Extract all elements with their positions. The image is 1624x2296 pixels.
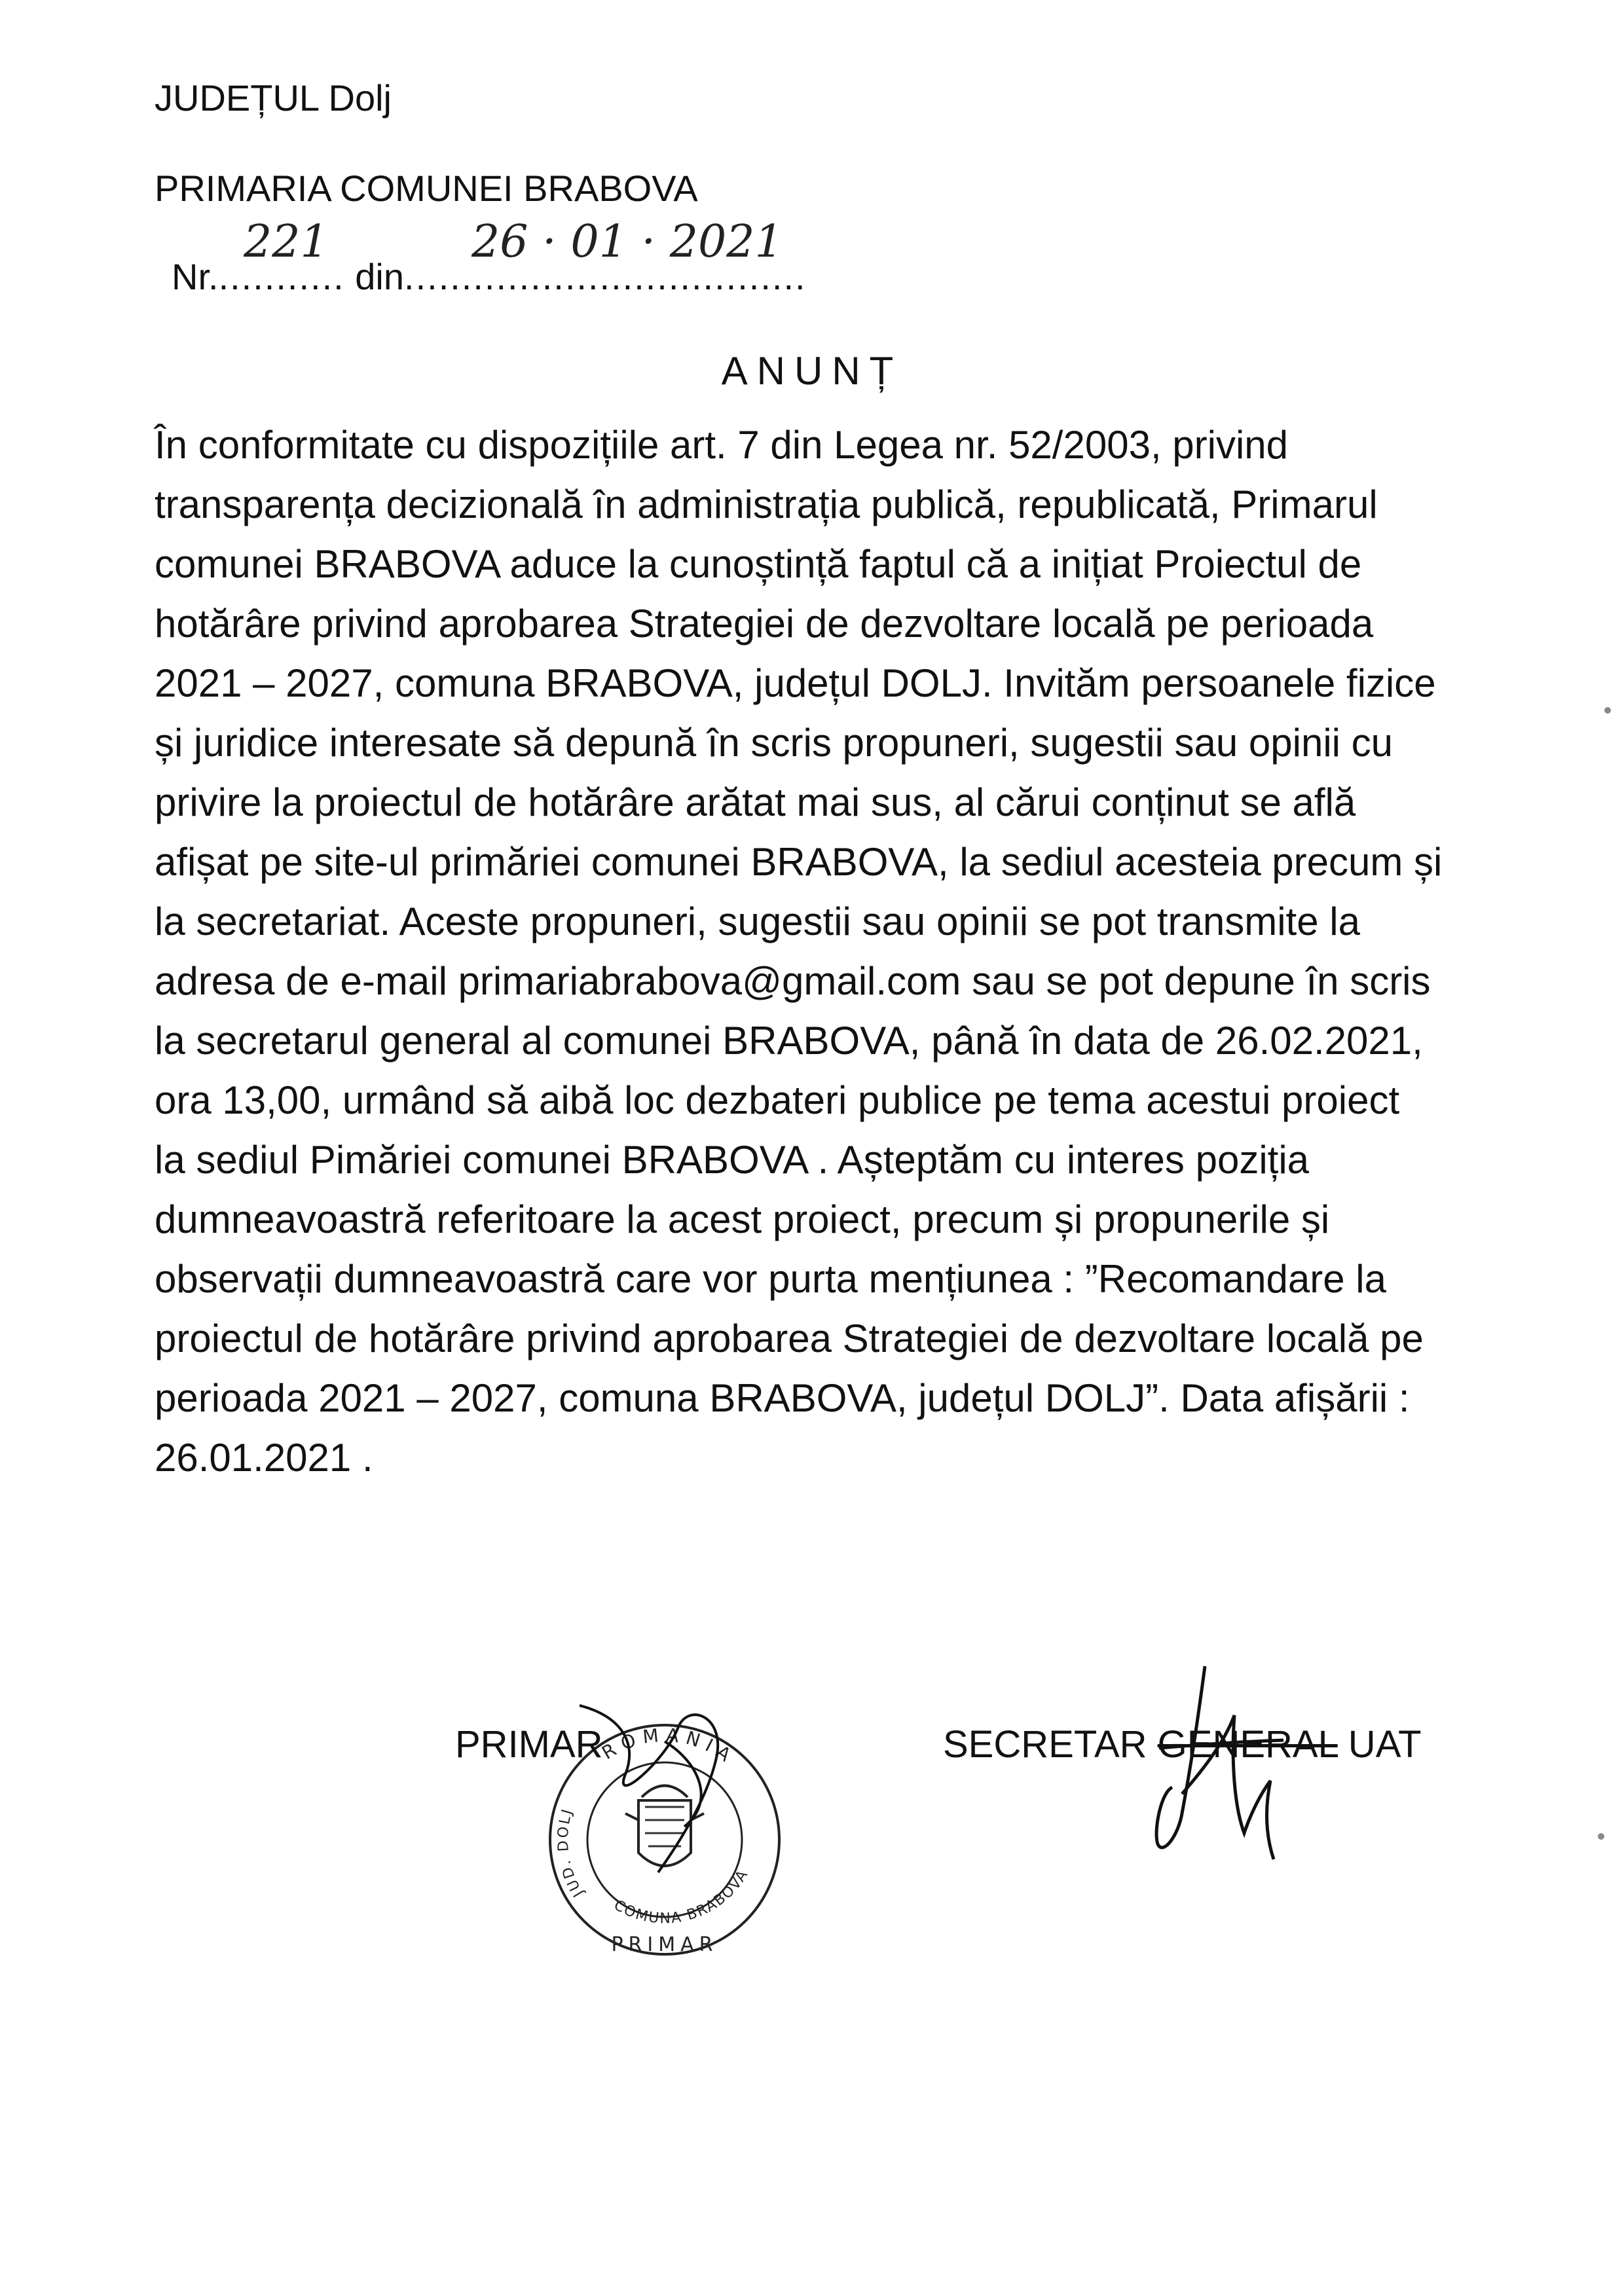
- body-line: și juridice interesate să depună în scris propuneri, sugestii sau opinii cu: [155, 721, 1393, 765]
- body-line: ora 13,00, urmând să aibă loc dezbateri publice pe tema acestui proiect: [155, 1078, 1400, 1122]
- stamp-left-text: JUD. DOLJ: [555, 1806, 587, 1900]
- body-line: observații dumneavoastră care vor purta mențiunea : ”Recomandare la: [155, 1257, 1386, 1301]
- body-line: comunei BRABOVA aduce la cunoștință faptul că a inițiat Proiectul de: [155, 542, 1362, 586]
- body-line: la secretariat. Aceste propuneri, sugestii sau opinii se pot transmite la: [155, 900, 1360, 943]
- body-line: la sediul Pimăriei comunei BRABOVA . Așteptăm cu interes poziția: [155, 1138, 1310, 1182]
- svg-text:COMUNA BRABOVA: [611, 1867, 752, 1927]
- coat-of-arms-icon: [625, 1786, 704, 1867]
- body-line: hotărâre privind aprobarea Strategiei de dezvoltare locală pe perioada: [155, 602, 1374, 646]
- secretary-signature: [1120, 1663, 1290, 1879]
- announcement-title: ANUNȚ: [721, 349, 903, 393]
- handwritten-registration-date: 26 · 01 · 2021: [471, 216, 783, 268]
- stamp-bottom-text: PRIMAR: [611, 1933, 718, 1956]
- institution-header: PRIMARIA COMUNEI BRABOVA: [155, 168, 698, 209]
- nr-label: Nr.: [172, 256, 219, 297]
- body-line: perioada 2021 – 2027, comuna BRABOVA, județul DOLJ”. Data afișării :: [155, 1376, 1410, 1420]
- stamp-outer-text: ROMÂNIA: [598, 1724, 741, 1770]
- stamp-inner-text: COMUNA BRABOVA: [611, 1867, 752, 1927]
- body-line: proiectul de hotărâre privind aprobarea Strategiei de dezvoltare locală pe: [155, 1317, 1424, 1360]
- din-dots: ...................................: [404, 256, 807, 297]
- body-line: În conformitate cu dispozițiile art. 7 din Legea nr. 52/2003, privind: [155, 423, 1289, 467]
- county-header: JUDEȚUL Dolj: [155, 77, 392, 118]
- body-line: la secretarul general al comunei BRABOVA, până în data de 26.02.2021,: [155, 1019, 1423, 1063]
- scan-speck: [1598, 1833, 1604, 1840]
- secretar-struck-word: GENERAL: [1157, 1723, 1338, 1766]
- body-line: transparența decizională în administrația publică, republicată, Primarul: [155, 483, 1378, 526]
- body-line: adresa de e-mail primariabrabova@gmail.com sau se pot depune în scris: [155, 959, 1431, 1003]
- body-line: dumneavoastră referitoare la acest proiect, precum și propunerile și: [155, 1197, 1330, 1241]
- body-line: 2021 – 2027, comuna BRABOVA, județul DOLJ. Invităm persoanele fizice: [155, 661, 1436, 705]
- body-line: afișat pe site-ul primăriei comunei BRABOVA, la sediul acesteia precum și: [155, 840, 1443, 884]
- handwritten-registration-number: 221: [244, 216, 329, 268]
- body-line: privire la proiectul de hotărâre arătat mai sus, al cărui conținut se află: [155, 780, 1356, 824]
- nr-dots: ...........: [218, 256, 345, 297]
- scan-speck: [1604, 707, 1611, 714]
- secretar-suffix: UAT: [1337, 1723, 1422, 1766]
- din-label: din: [355, 256, 405, 297]
- body-line: 26.01.2021 .: [155, 1436, 373, 1480]
- secretar-prefix: SECRETAR: [943, 1723, 1158, 1766]
- primar-label: PRIMAR: [455, 1723, 603, 1766]
